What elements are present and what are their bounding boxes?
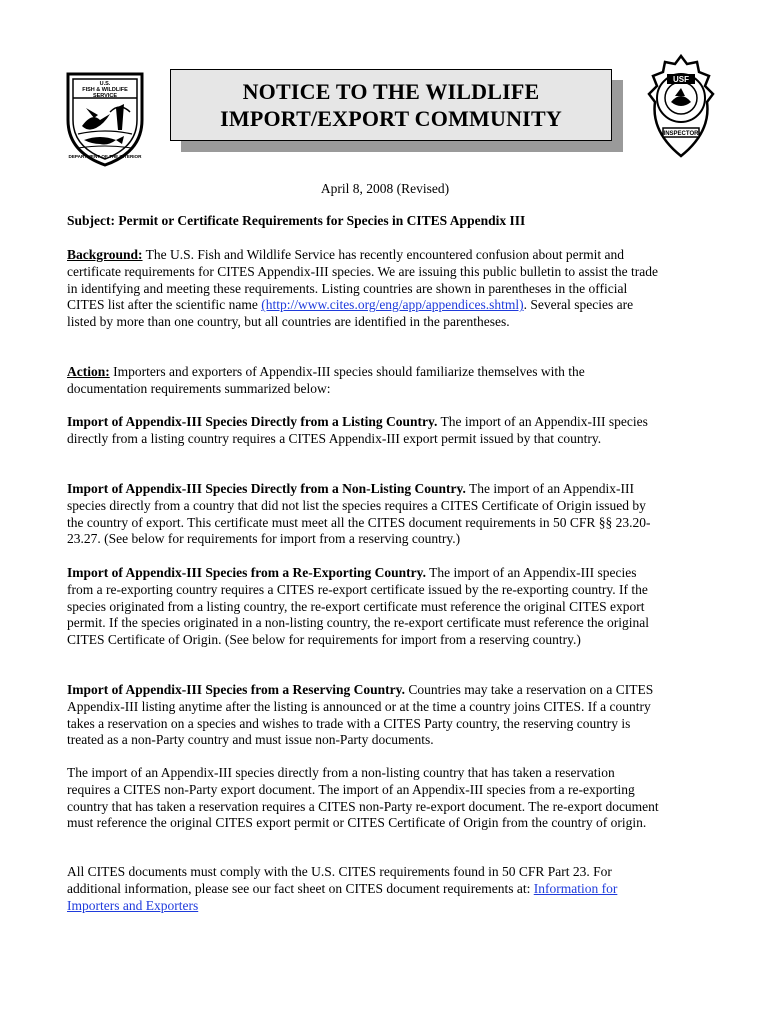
svg-text:U.S.: U.S. <box>99 81 111 87</box>
section-heading: Import of Appendix-III Species from a Reserving Country. <box>67 682 406 697</box>
title-box <box>170 69 612 141</box>
action-paragraph <box>67 364 659 398</box>
closing-paragraph <box>67 864 659 914</box>
section-heading: Import of Appendix-III Species Directly from a Non-Listing Country. <box>67 481 466 496</box>
section-text: The import of an Appendix-III species directly from a country that did not list the species requires a CITES Certificate of Origin issued by the country of export. This certificate must meet all the CITES document requirements in 50 CFR §§ 23.20-23.27. (See below for requirements for import from a reserving country.) <box>67 481 651 547</box>
background-text-1: The U.S. Fish and Wildlife Service has recently encountered confusion about permit and certificate requirements for CITES Appendix-III species. We are issuing this public bulletin to assist the trade in identifying and meeting these requirements. Listing countries are shown in parentheses in the official CITES list after the scientific name <box>67 247 659 313</box>
reservation-paragraph: The import of an Appendix-III species directly from a non-listing country that has taken a reservation requires a CITES non-Party export document. The import of an Appendix-III species from a re-exporting country that has taken a reservation requires a CITES non-Party re-export document. The re-export document must reference the original CITES export permit or CITES Certificate of Origin from the country of origin. <box>67 765 659 831</box>
background-text-2: . Several species are listed by more than one country, but all countries are identified in the parentheses. <box>67 297 634 330</box>
section-non-listing-country <box>67 481 659 548</box>
closing-text: All CITES documents must comply with the U.S. CITES requirements found in 50 CFR Part 23. For additional information, please see our fact sheet on CITES document requirements at: <box>67 864 612 896</box>
background-paragraph <box>67 247 659 331</box>
page-title-line-2: IMPORT/EXPORT COMMUNITY <box>220 106 562 131</box>
cites-appendices-link[interactable]: (http://www.cites.org/eng/app/appendices.shtml) <box>261 297 524 313</box>
section-reserving-country <box>67 682 659 749</box>
action-text: Importers and exporters of Appendix-III species should familiarize themselves with the documentation requirements summarized below: <box>67 364 585 396</box>
svg-text:DEPARTMENT OF THE INTERIOR: DEPARTMENT OF THE INTERIOR <box>68 154 142 159</box>
page-title-line-1: NOTICE TO THE WILDLIFE <box>242 79 540 104</box>
notice-date: April 8, 2008 (Revised) <box>320 181 450 196</box>
section-heading: Import of Appendix-III Species from a Re-Exporting Country. <box>67 565 427 580</box>
importers-exporters-link[interactable]: Information for Importers and Exporters <box>67 880 618 913</box>
subject-line: Subject: Permit or Certificate Requirements for Species in CITES Appendix III <box>67 213 526 228</box>
badge-inspector-label: INSPECTOR <box>663 131 699 137</box>
usfws-shield-icon <box>64 68 146 168</box>
svg-text:FISH & WILDLIFE: FISH & WILDLIFE <box>82 87 128 93</box>
badge-letters: USF <box>673 75 689 84</box>
action-heading: Action: <box>67 364 110 379</box>
svg-text:SERVICE: SERVICE <box>92 93 118 99</box>
background-heading: Background: <box>67 247 143 262</box>
section-re-exporting-country <box>67 565 659 649</box>
section-listing-country <box>67 414 659 448</box>
section-text: Countries may take a reservation on a CITES Appendix-III listing anytime after the listing is announced or at the time a country joins CITES. If a country takes a reservation on a species and wishes to trade with a CITES Party country, the reserving country is treated as a non-Party country and must issue non-Party documents. <box>67 682 654 748</box>
section-text: The import of an Appendix-III species directly from a listing country requires a CITES Appendix-III export permit issued by that country. <box>67 414 648 446</box>
section-text: The import of an Appendix-III species from a re-exporting country requires a CITES re-export certificate issued by the re-exporting country. If the species originated from a listing country, the re-export certificate must reference the original CITES export permit. If the species originated in a non-listing country, the re-export certificate must reference the original CITES Certificate of Origin. (See below for requirements for import from a reserving country.) <box>67 565 650 648</box>
section-heading: Import of Appendix-III Species Directly from a Listing Country. <box>67 414 438 429</box>
inspector-badge-icon <box>645 52 717 160</box>
